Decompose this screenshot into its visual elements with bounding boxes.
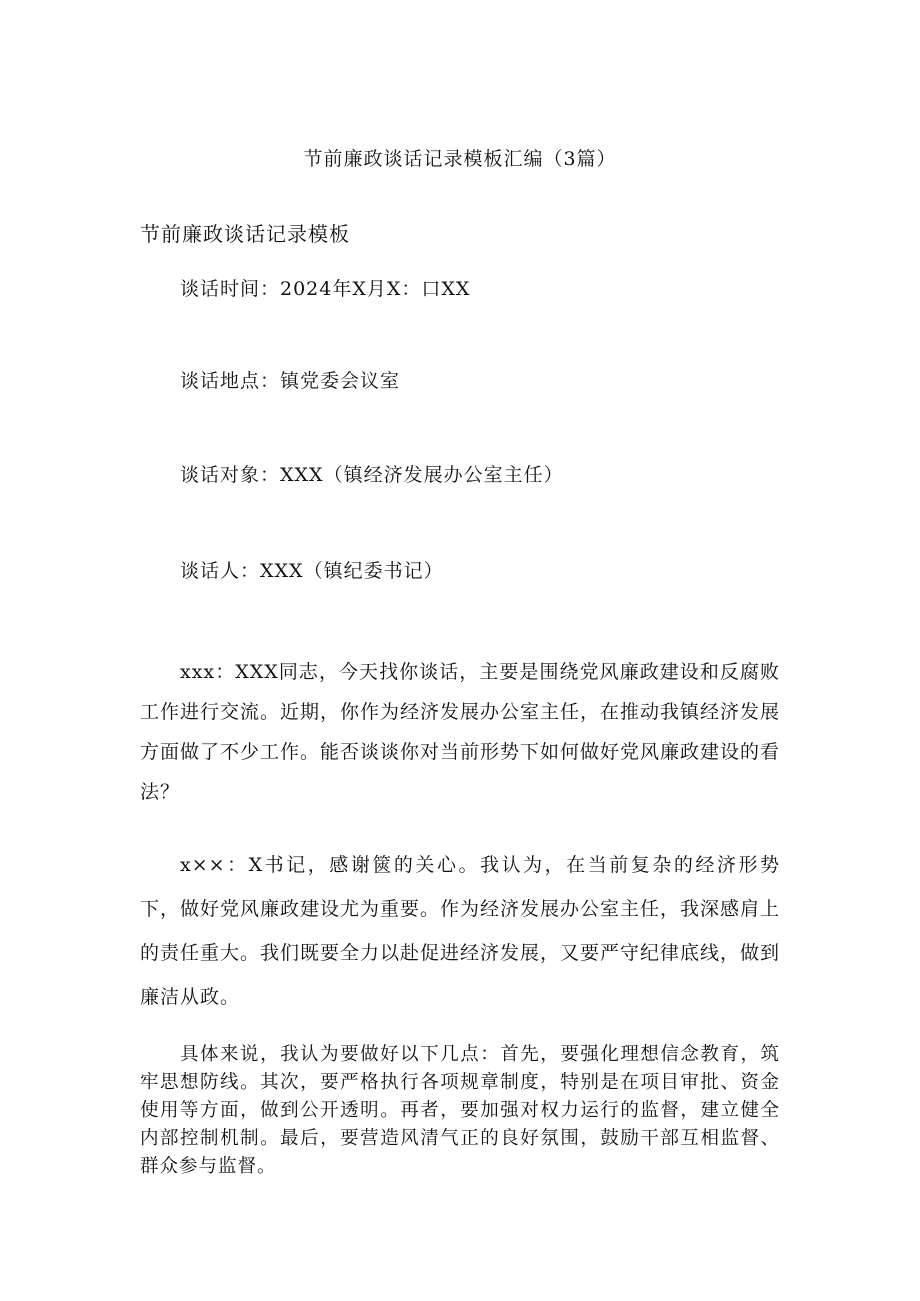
document-title: 节前廉政谈话记录模板汇编（3篇） [303,148,617,170]
paragraph-answer: x××：X书记，感谢篋的关心。我认为，在当前复杂的经济形势下，做好党风廉政建设尤为重要。作为经济发展办公室主任，我深感肩上的责任重大。我们既要全力以赴促进经济发展，又要严守纪律底线，做到廉洁从政。 [140,854,781,1008]
field-talk-subject: 谈话对象：XXX（镇经济发展办公室主任） [180,464,564,486]
field-talk-time: 谈话时间：2024年X月X：口XX [180,278,471,300]
field-talker: 谈话人：XXX（镇纪委书记） [180,560,444,582]
paragraph-details: 具体来说，我认为要做好以下几点：首先，要强化理想信念教育，筑牢思想防线。其次，要严格执行各项规章制度，特别是在项目审批、资金使用等方面，做到公开透明。再者，要加强对权力运行的监督，建立健全内部控制机制。最后，要营造风清气正的良好氛围，鼓励干部互相监督、群众参与监督。 [140,1044,780,1177]
paragraph-question: xxx：XXX同志，今天找你谈话，主要是围绕党风廉政建设和反腐败工作进行交流。近期，你作为经济发展办公室主任，在推动我镇经济发展方面做了不少工作。能否谈谈你对当前形势下如何做好党风廉政建设的看法？ [140,661,781,803]
field-talk-location: 谈话地点：镇党委会议室 [180,370,401,392]
document-subtitle: 节前廉政谈话记录模板 [140,222,350,246]
